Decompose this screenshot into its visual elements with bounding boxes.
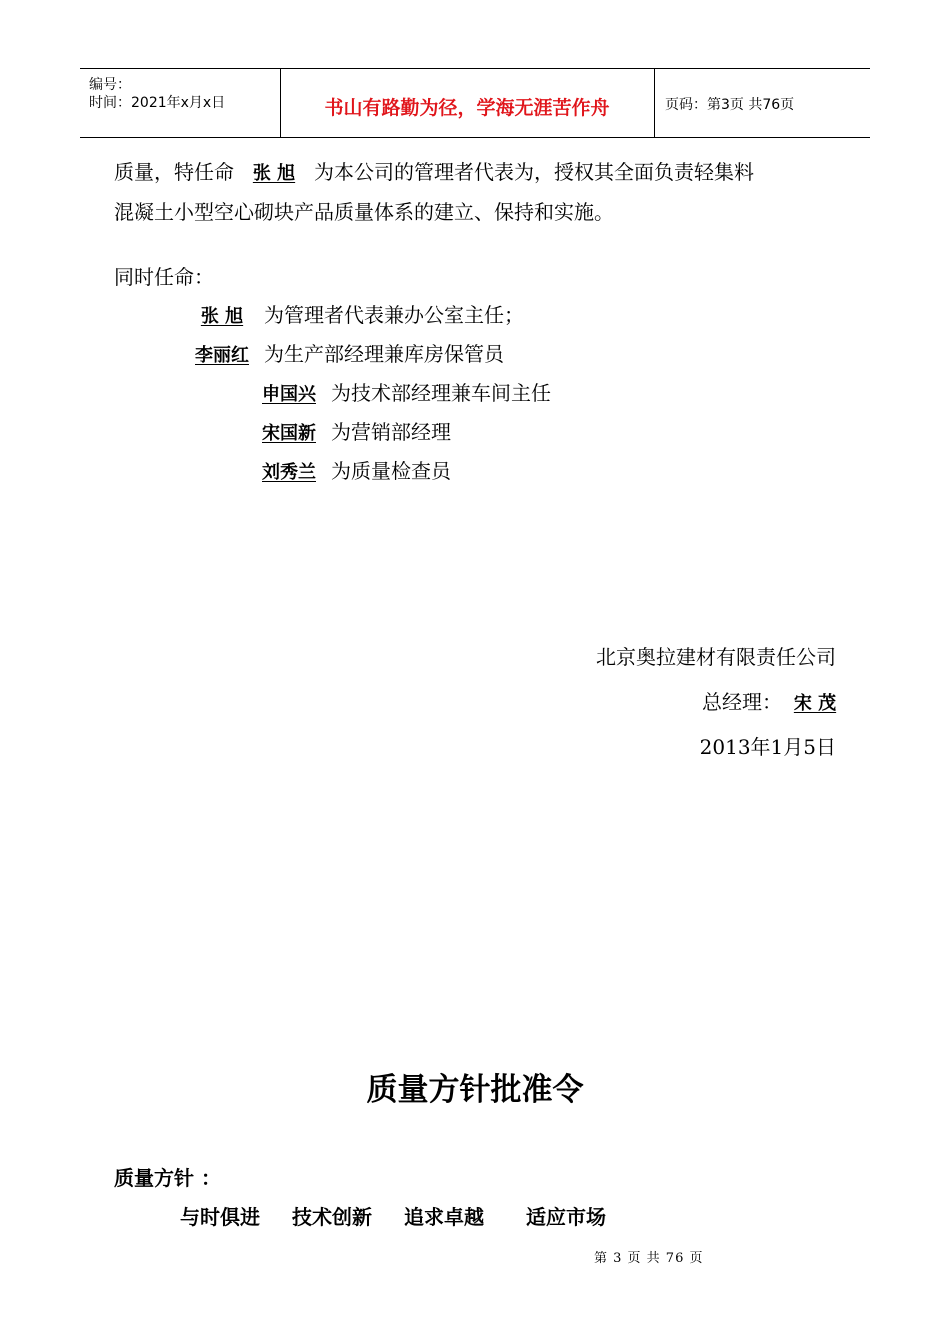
appointment-item — [247, 459, 451, 485]
appointee-role: 为技术部经理兼车间主任 — [331, 381, 551, 405]
company-name: 北京奥拉建材有限责任公司 — [596, 645, 836, 669]
general-manager-line — [702, 690, 848, 716]
policy-item: 追求卓越 — [404, 1205, 484, 1229]
document-time-label: 时间：2021年x月x日 — [89, 95, 226, 111]
general-manager-label: 总经理： — [702, 690, 782, 714]
appointment-item — [180, 342, 504, 368]
appointee-name: 刘秀兰 — [262, 462, 316, 483]
signature-date: 2013年1月5日 — [699, 735, 836, 759]
management-representative-name: 张 旭 — [252, 163, 296, 184]
line1-prefix: 质量，特任命 — [114, 160, 234, 184]
appointee-role: 为管理者代表兼办公室主任； — [264, 303, 524, 327]
appointment-item — [180, 303, 524, 329]
appointment-paragraph-line-1 — [114, 160, 754, 186]
appointee-name: 李丽红 — [195, 345, 249, 366]
appointee-name: 申国兴 — [262, 384, 316, 405]
policy-item: 与时俱进 — [180, 1205, 260, 1229]
document-header — [80, 68, 870, 138]
appointee-role: 为质量检查员 — [331, 459, 451, 483]
line1-suffix: 为本公司的管理者代表为，授权其全面负责轻集料 — [314, 160, 754, 184]
header-motto: 书山有路勤为径，学海无涯苦作舟 — [324, 97, 610, 119]
policy-item: 技术创新 — [292, 1205, 372, 1229]
appointee-name: 宋国新 — [262, 423, 316, 444]
also-appoint-label: 同时任命： — [114, 265, 214, 289]
page-footer: 第 3 页 共 76 页 — [594, 1251, 704, 1266]
policy-title: 质量方针批准令 — [366, 1072, 584, 1108]
document-number-label: 编号： — [89, 77, 131, 93]
appointment-item — [247, 381, 551, 407]
appointee-role: 为生产部经理兼库房保管员 — [264, 342, 504, 366]
appointee-name: 张 旭 — [200, 306, 244, 327]
appointment-item — [247, 420, 451, 446]
header-right-cell — [654, 69, 871, 137]
header-page-label: 页码：第3页 共76页 — [665, 97, 795, 113]
header-left-cell — [80, 69, 281, 137]
policy-item: 适应市场 — [526, 1205, 606, 1229]
general-manager-name: 宋 茂 — [793, 693, 837, 714]
policy-label: 质量方针 ： — [114, 1166, 221, 1190]
appointment-paragraph-line-2: 混凝土小型空心砌块产品质量体系的建立、保持和实施。 — [114, 200, 614, 224]
appointee-role: 为营销部经理 — [331, 420, 451, 444]
